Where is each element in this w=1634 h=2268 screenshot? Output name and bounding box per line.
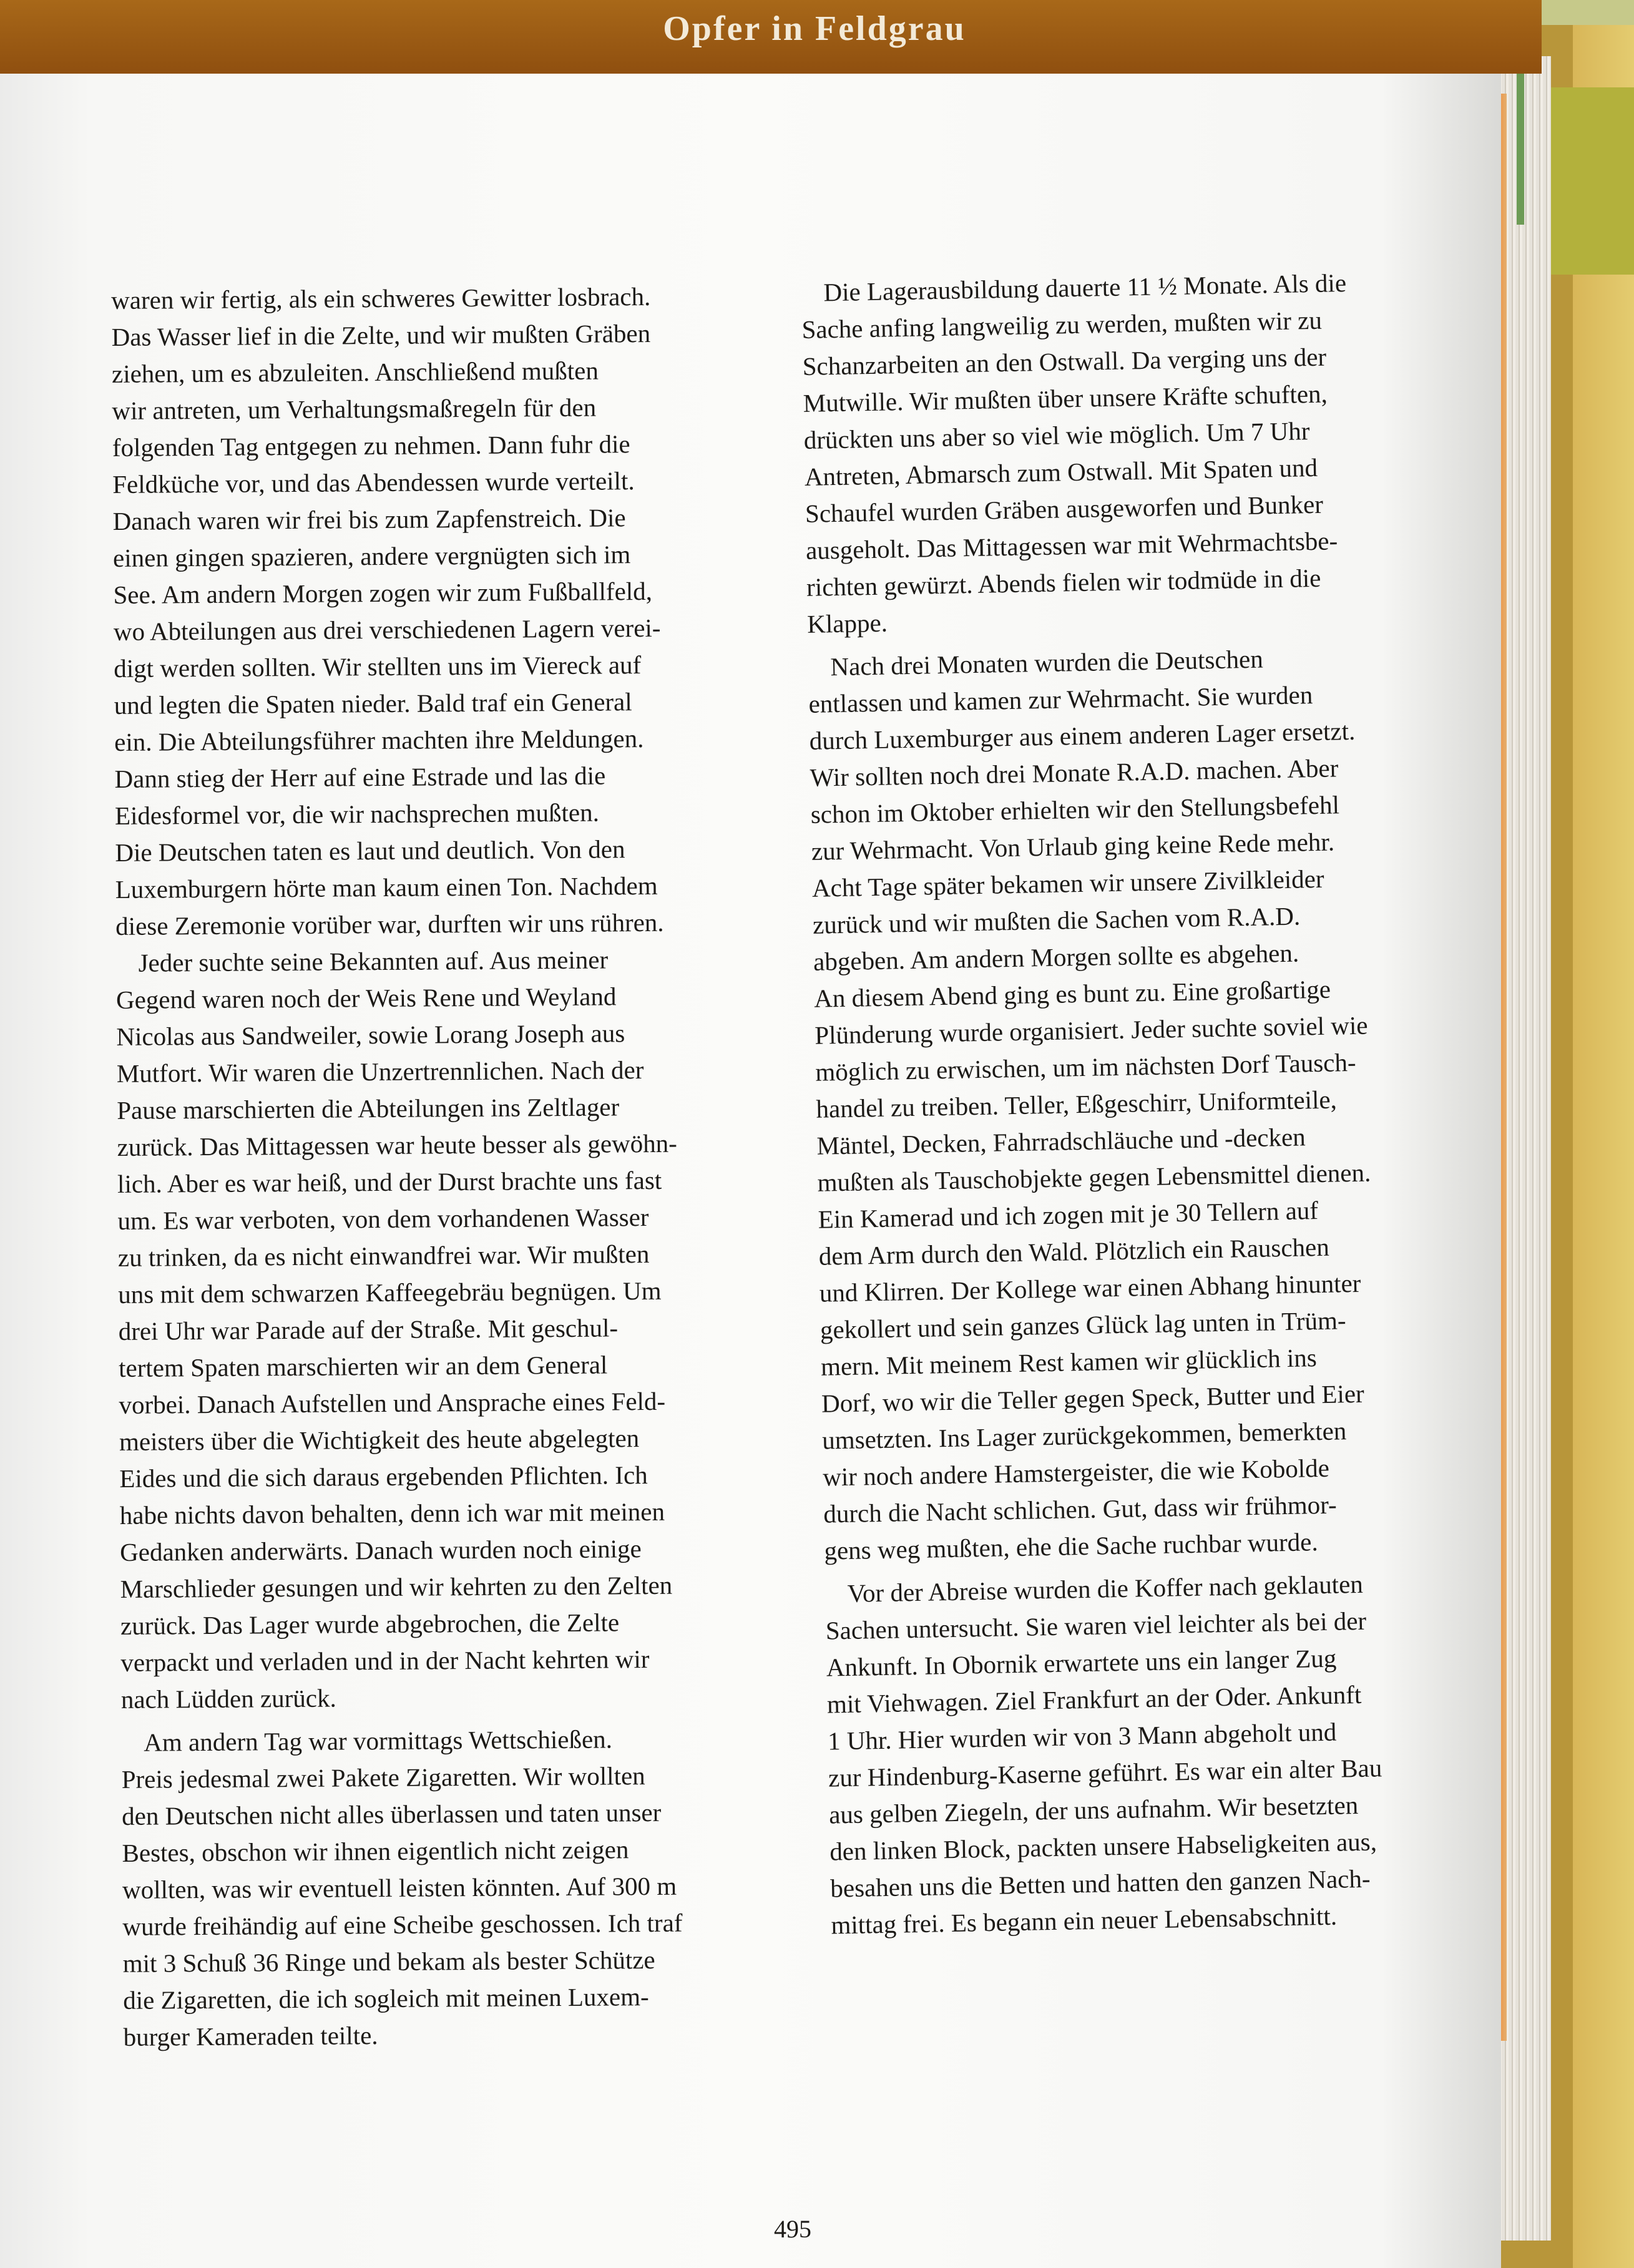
text-line: wo Abteilungen aus drei verschiedenen Lagern verei- <box>113 613 661 646</box>
text-line: zu trinken, da es nicht einwandfrei war. Wir mußten <box>117 1239 650 1272</box>
text-line: lich. Aber es war heiß, und der Durst brachte uns fast <box>117 1165 662 1198</box>
text-line: Gedanken anderwärts. Danach wurden noch einige <box>120 1534 642 1567</box>
text-line: Ankunft. In Obornik erwartete uns ein langer Zug <box>826 1643 1337 1682</box>
text-line: An diesem Abend ging es bunt zu. Eine großartige <box>813 974 1331 1013</box>
text-line: uns mit dem schwarzen Kaffeegebräu begnügen. Um <box>118 1276 662 1309</box>
text-line: diese Zeremonie vorüber war, durften wir uns rühren. <box>115 907 664 941</box>
text-line: verpackt und verladen und in der Nacht kehrten wir <box>120 1645 650 1677</box>
text-line: umsetzten. Ins Lager zurückgekommen, bemerkten <box>821 1416 1347 1455</box>
text-line: schon im Oktober erhielten wir den Stellungsbefehl <box>810 790 1340 829</box>
text-line: 1 Uhr. Hier wurden wir von 3 Mann abgeholt und <box>827 1717 1337 1756</box>
page-number: 495 <box>774 2215 811 2243</box>
text-line: Danach waren wir frei bis zum Zapfenstreich. Die <box>112 503 626 535</box>
right-text-column <box>801 263 1459 1944</box>
text-line: Luxemburgern hörte man kaum einen Ton. Nachdem <box>115 871 658 904</box>
text-line: Preis jedesmal zwei Pakete Zigaretten. Wir wollten <box>121 1761 645 1794</box>
text-line: Vor der Abreise wurden die Koffer nach geklauten <box>847 1569 1364 1608</box>
text-line: ausgeholt. Das Mittagessen war mit Wehrmachtsbe- <box>805 526 1338 565</box>
text-line: Nicolas aus Sandweiler, sowie Lorang Joseph aus <box>116 1019 625 1051</box>
text-line: besahen uns die Betten und hatten den ganzen Nach- <box>829 1864 1371 1903</box>
text-line: möglich zu erwischen, um im nächsten Dorf Tausch- <box>815 1047 1356 1087</box>
background-swatch-olive <box>1542 87 1634 275</box>
text-line: habe nichts davon behalten, denn ich war mit meinen <box>119 1497 665 1530</box>
text-line: zur Wehrmacht. Von Urlaub ging keine Rede mehr. <box>811 827 1335 866</box>
text-line: Sache anfing langweilig zu werden, mußten wir zu <box>801 305 1323 344</box>
text-line: wurde freihändig auf eine Scheibe geschossen. Ich traf <box>122 1908 683 1941</box>
text-line: entlassen und kamen zur Wehrmacht. Sie wurden <box>808 680 1313 718</box>
text-line: mit 3 Schuß 36 Ringe und bekam als bester Schütze <box>122 1945 655 1978</box>
text-line: Mutfort. Wir waren die Unzertrennlichen. Nach der <box>116 1055 644 1088</box>
text-line: den linken Block, packten unsere Habseligkeiten aus, <box>829 1827 1377 1866</box>
text-line: dem Arm durch den Wald. Plötzlich ein Rauschen <box>818 1232 1330 1271</box>
text-line: den Deutschen nicht alles überlassen und taten unser <box>121 1797 662 1831</box>
text-line: nach Lüdden zurück. <box>120 1683 336 1714</box>
text-line: Die Deutschen taten es laut und deutlich. Von den <box>115 834 625 867</box>
text-line: Ein Kamerad und ich zogen mit je 30 Tellern auf <box>818 1196 1319 1234</box>
text-line: die Zigaretten, die ich sogleich mit meinen Luxem- <box>123 1982 649 2015</box>
text-line: burger Kameraden teilte. <box>123 2021 378 2051</box>
text-line: Schaufel wurden Gräben ausgeworfen und Bunker <box>805 489 1324 528</box>
text-line: tertem Spaten marschierten wir an dem General <box>118 1350 608 1382</box>
text-line: wir noch andere Hamstergeister, die wie Kobolde <box>822 1453 1330 1492</box>
text-line: einen gingen spazieren, andere vergnügten sich im <box>112 540 631 572</box>
text-line: Mutwille. Wir mußten über unsere Kräfte schuften, <box>803 379 1328 418</box>
text-line: Marschlieder gesungen und wir kehrten zu den Zelten <box>120 1570 673 1603</box>
text-line: digt werden sollten. Wir stellten uns im Viereck auf <box>114 650 642 683</box>
text-line: Dann stieg der Herr auf eine Estrade und las die <box>114 761 606 793</box>
text-line: zur Hindenburg-Kaserne geführt. Es war ein alter Bau <box>828 1753 1382 1792</box>
text-line: um. Es war verboten, von dem vorhandenen Wasser <box>117 1203 649 1235</box>
text-line: wollten, was wir eventuell leisten könnten. Auf 300 m <box>122 1871 677 1904</box>
text-line: wir antreten, um Verhaltungsmaßregeln für den <box>112 393 597 425</box>
text-line: Plünderung wurde organisiert. Jeder suchte soviel wie <box>814 1010 1368 1050</box>
text-line: durch Luxemburger aus einem anderen Lager ersetzt. <box>809 716 1356 755</box>
text-line: mit Viehwagen. Ziel Frankfurt an der Oder. Ankunft <box>826 1679 1362 1719</box>
text-line: durch die Nacht schlichen. Gut, dass wir frühmor- <box>823 1490 1338 1528</box>
text-line: gens weg mußten, ehe die Sache ruchbar wurde. <box>824 1527 1318 1565</box>
text-line: zurück. Das Lager wurde abgebrochen, die Zelte <box>120 1608 620 1640</box>
running-header-title: Opfer in Feldgrau <box>663 9 966 48</box>
text-line: See. Am andern Morgen zogen wir zum Fußballfeld, <box>113 576 653 609</box>
text-line: meisters über die Wichtigkeit des heute abgelegten <box>119 1424 640 1456</box>
text-line: handel zu treiben. Teller, Eßgeschirr, Uniformteile, <box>816 1085 1338 1123</box>
text-line: folgenden Tag entgegen zu nehmen. Dann fuhr die <box>112 429 630 462</box>
text-line: vorbei. Danach Aufstellen und Ansprache eines Feld- <box>119 1386 666 1419</box>
text-line: abgeben. Am andern Morgen sollte es abgehen. <box>813 938 1299 976</box>
text-line: drückten uns aber so viel wie möglich. Um 7 Uhr <box>803 416 1310 454</box>
text-line: zurück und wir mußten die Sachen vom R.A.D. <box>812 901 1301 939</box>
text-line: Eides und die sich daraus ergebenden Pflichten. Ich <box>119 1460 648 1493</box>
text-line: und Klirren. Der Kollege war einen Abhang hinunter <box>819 1268 1361 1308</box>
text-line: gekollert und sein ganzes Glück lag unten in Trüm- <box>819 1306 1346 1344</box>
text-line: Antreten, Abmarsch zum Ostwall. Mit Spaten und <box>804 452 1318 491</box>
text-line: drei Uhr war Parade auf der Straße. Mit geschul- <box>118 1313 619 1346</box>
text-line: mern. Mit meinem Rest kamen wir glücklich ins <box>820 1343 1318 1381</box>
text-line: richten gewürzt. Abends fielen wir todmüde in die <box>806 563 1321 602</box>
text-line: Schanzarbeiten an den Ostwall. Da verging uns der <box>802 342 1327 381</box>
text-line: ziehen, um es abzuleiten. Anschließend mußten <box>111 356 599 388</box>
text-line: Klappe. <box>806 608 888 638</box>
text-line: Am andern Tag war vormittags Wettschießen. <box>144 1724 613 1757</box>
left-text-column <box>111 278 785 2056</box>
text-line: mußten als Tauschobjekte gegen Lebensmittel dienen. <box>817 1158 1371 1197</box>
text-line: ein. Die Abteilungsführer machten ihre Meldungen. <box>114 724 644 756</box>
text-line: Wir sollten noch drei Monate R.A.D. machen. Aber <box>810 753 1339 792</box>
text-line: Dorf, wo wir die Teller gegen Speck, Butter und Eier <box>821 1379 1365 1418</box>
text-line: Mäntel, Decken, Fahrradschläuche und -decken <box>816 1122 1306 1160</box>
text-line: Eidesformel vor, die wir nachsprechen mußten. <box>114 798 600 830</box>
text-line: Nach drei Monaten wurden die Deutschen <box>830 644 1264 682</box>
text-line: Gegend waren noch der Weis Rene und Weyland <box>115 982 617 1014</box>
text-line: Feldküche vor, und das Abendessen wurde verteilt. <box>112 466 635 499</box>
text-line: und legten die Spaten nieder. Bald traf ein General <box>114 687 632 720</box>
text-line: zurück. Das Mittagessen war heute besser als gewöhn- <box>117 1128 677 1161</box>
text-line: Bestes, obschon wir ihnen eigentlich nicht zeigen <box>122 1835 629 1867</box>
text-line: mittag frei. Es begann ein neuer Lebensabschnitt. <box>831 1901 1338 1940</box>
text-line: Das Wasser lief in die Zelte, und wir mußten Gräben <box>111 318 651 351</box>
text-line: Pause marschierten die Abteilungen ins Zeltlager <box>117 1092 620 1125</box>
text-line: waren wir fertig, als ein schweres Gewitter losbrach. <box>111 281 651 315</box>
background-right-light <box>1573 0 1634 2268</box>
text-line: Jeder suchte seine Bekannten auf. Aus meiner <box>138 945 609 977</box>
text-line: aus gelben Ziegeln, der uns aufnahm. Wir besetzten <box>828 1791 1359 1829</box>
text-line: Die Lagerausbildung dauerte 11 ½ Monate. Als die <box>823 268 1347 307</box>
text-line: Sachen untersucht. Sie waren viel leichter als bei der <box>825 1606 1367 1645</box>
text-line: Acht Tage später bekamen wir unsere Zivilkleider <box>811 864 1324 902</box>
